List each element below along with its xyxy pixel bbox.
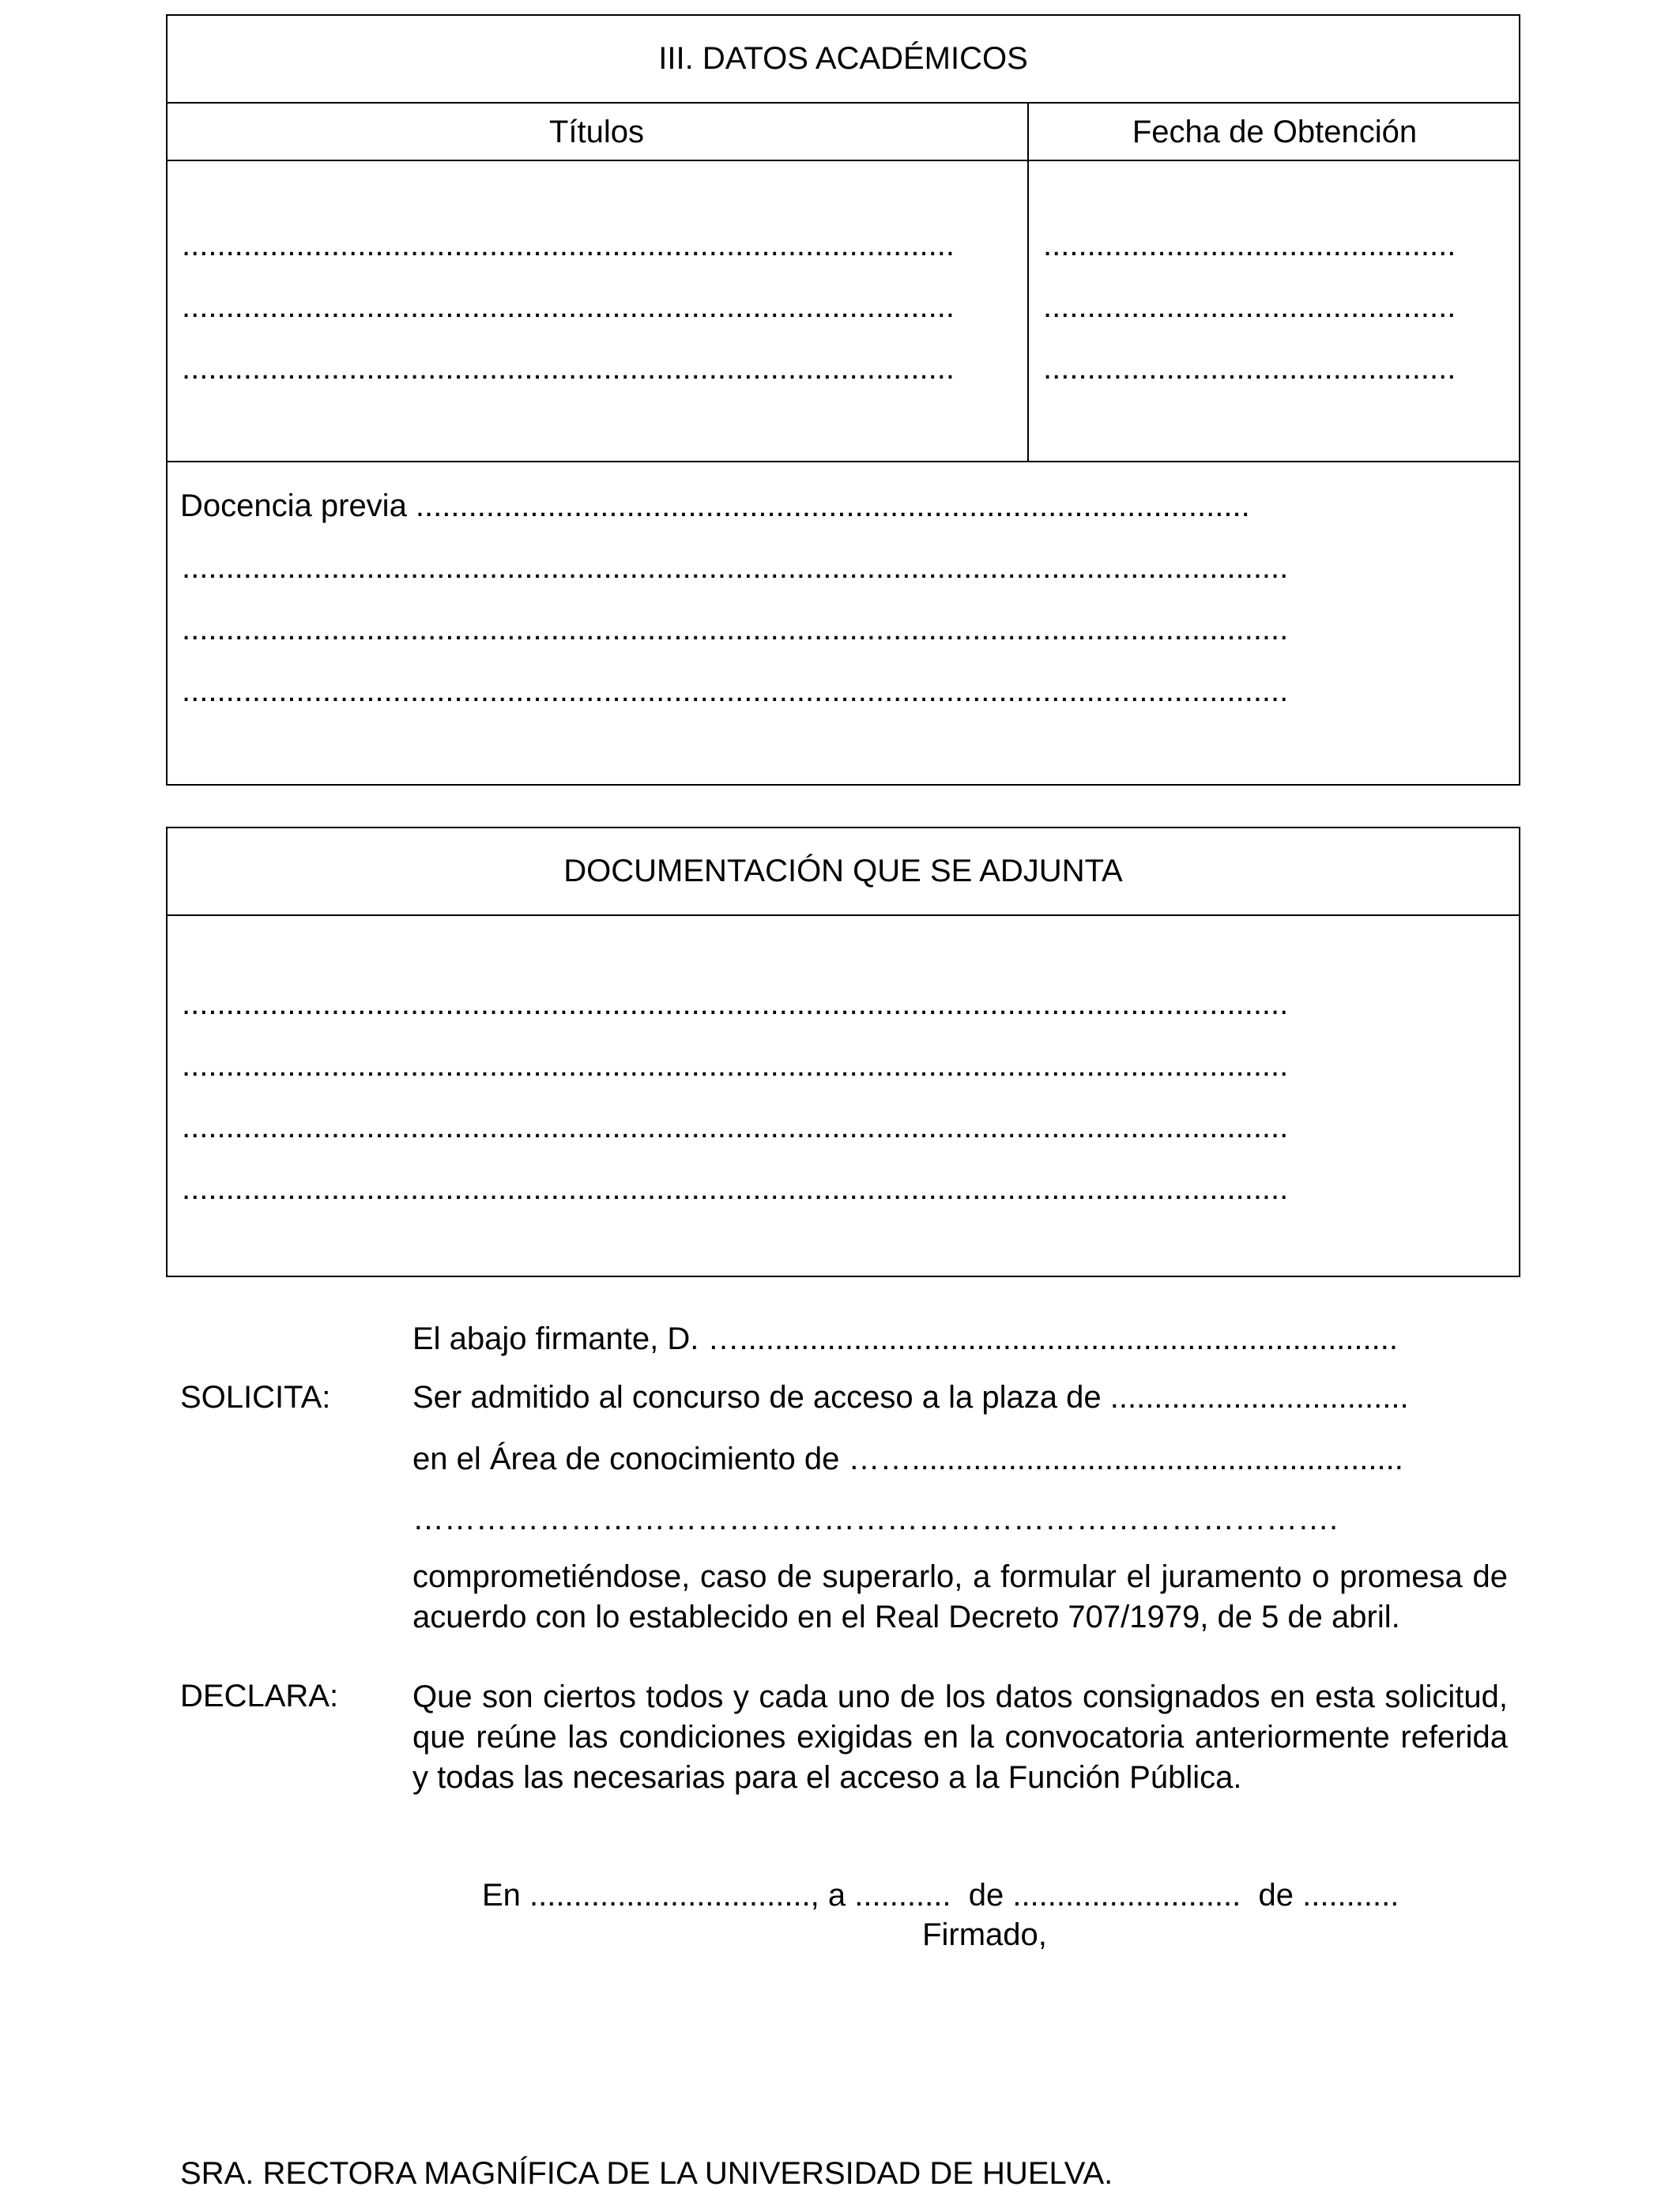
titles-column-header: Títulos: [548, 115, 645, 149]
solicita-label: SOLICITA:: [180, 1380, 331, 1415]
commitment-text: comprometiéndose, caso de superarlo, a formular el juramento o promesa de acuerdo con lo establecido en el Real Decreto 707/1979, de 5 de abril.: [412, 1559, 1508, 1634]
academic-header-divider: [166, 102, 1520, 104]
position-field[interactable]: Ser admitido al concurso de acceso a la plaza de ..................................: [412, 1380, 1409, 1415]
addressee: SRA. RECTORA MAGNÍFICA DE LA UNIVERSIDAD DE HUELVA.: [180, 2156, 1113, 2191]
signed-label: Firmado,: [922, 1917, 1047, 1952]
place-date-field[interactable]: En ................................, a ........... de .......................... de ...........: [482, 1878, 1399, 1913]
date-field-3[interactable]: ...............................................: [1043, 351, 1456, 386]
knowledge-area-continuation-field[interactable]: …………………………………………………………………………….: [412, 1502, 1339, 1536]
academic-column-separator: [1027, 102, 1029, 461]
teaching-field-2[interactable]: ..............................................................................................................................: [182, 612, 1289, 647]
titles-field-2[interactable]: ........................................................................................: [182, 289, 955, 324]
knowledge-area-field[interactable]: en el Área de conocimiento de ……........................................................: [412, 1442, 1403, 1476]
attached-docs-title: DOCUMENTACIÓN QUE SE ADJUNTA: [563, 854, 1123, 888]
attached-docs-field-1[interactable]: ..............................................................................................................................: [182, 986, 1289, 1021]
attached-docs-field-4[interactable]: ..............................................................................................................................: [182, 1171, 1289, 1206]
signer-name-field[interactable]: El abajo firmante, D. …...........................................................................: [412, 1321, 1398, 1356]
academic-section-title: III. DATOS ACADÉMICOS: [658, 41, 1028, 76]
teaching-label-field[interactable]: Docencia previa ...............................................................................................: [180, 488, 1250, 523]
academic-teaching-divider: [166, 461, 1520, 462]
date-column-header: Fecha de Obtención: [1132, 115, 1418, 149]
teaching-field-3[interactable]: ..............................................................................................................................: [182, 673, 1289, 708]
declaration-text: Que son ciertos todos y cada uno de los datos consignados en esta solicitud, que reúne las condiciones exigidas en la convocatoria anteriormente referida y todas las necesarias para el acceso a la Función Pública.: [412, 1679, 1508, 1795]
academic-columns-divider: [166, 160, 1520, 161]
date-field-2[interactable]: ...............................................: [1043, 289, 1456, 324]
attached-docs-field-3[interactable]: ..............................................................................................................................: [182, 1110, 1289, 1144]
attached-docs-header-divider: [166, 914, 1520, 916]
teaching-field-1[interactable]: ..............................................................................................................................: [182, 550, 1289, 585]
attached-docs-field-2[interactable]: ..............................................................................................................................: [182, 1048, 1289, 1083]
titles-field-1[interactable]: ........................................................................................: [182, 228, 955, 262]
declara-label: DECLARA:: [180, 1679, 339, 1713]
titles-field-3[interactable]: ........................................................................................: [182, 351, 955, 386]
date-field-1[interactable]: ...............................................: [1043, 228, 1456, 262]
